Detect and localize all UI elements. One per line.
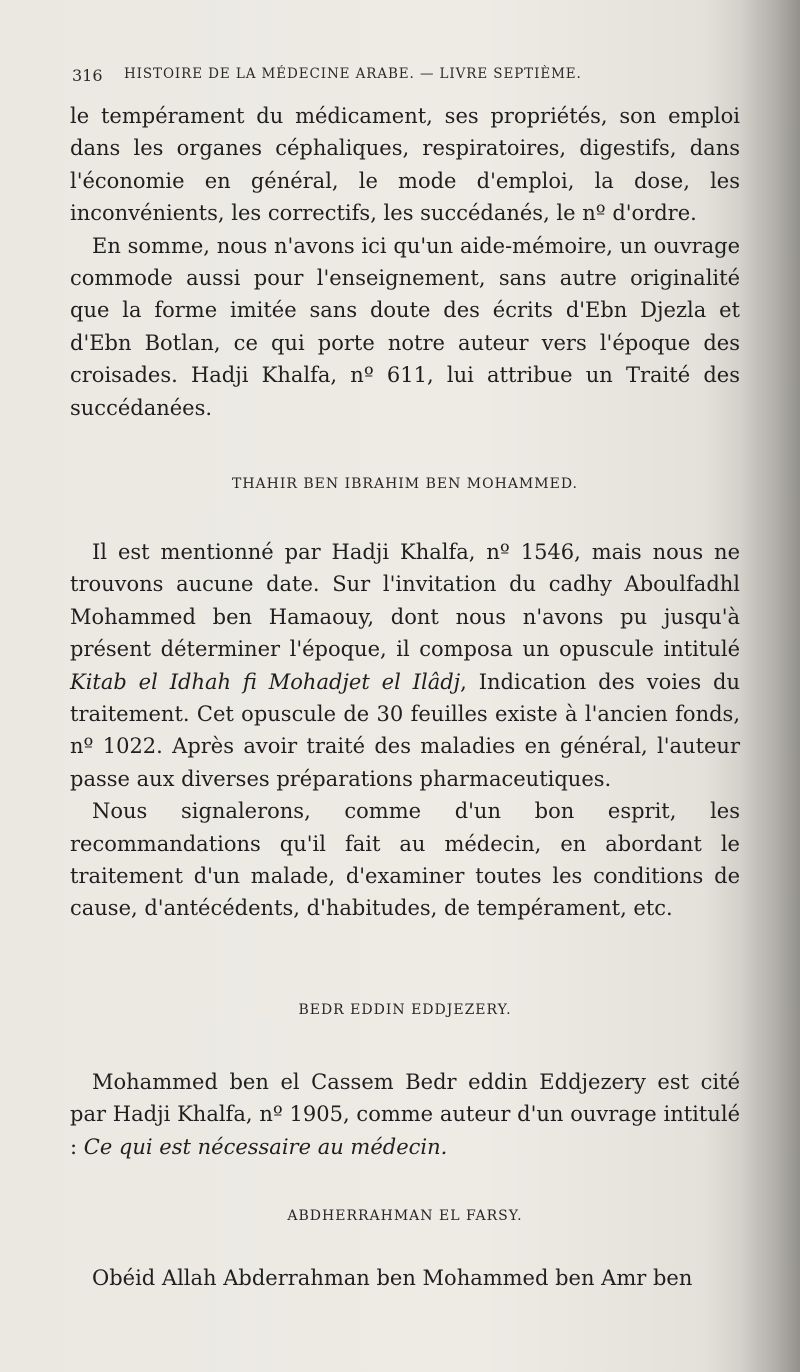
book-title: Kitab el Idhah fi Mohadjet el Ilâdj	[70, 669, 461, 694]
book-title: Ce qui est nécessaire au médecin.	[83, 1134, 448, 1159]
running-head: HISTOIRE DE LA MÉDECINE ARABE. — LIVRE SEPTIÈME.	[124, 66, 582, 82]
text-run: , Indication des voies du traitement. Cet opuscule de 30 feuilles existe à l'ancien fonds, nº 1022. Après avoir traité des maladies en général, l'auteur passe aux diverses préparations pharmaceutiques.	[70, 669, 740, 791]
paragraph-summary: En somme, nous n'avons ici qu'un aide-mémoire, un ouvrage commode aussi pour l'enseignement, sans autre originalité que la forme imitée sans doute des écrits d'Ebn Djezla et d'Ebn Botlan, ce qui porte notre auteur vers l'époque des croisades. Hadji Khalfa, nº 611, lui attribue un Traité des succédanées.	[70, 233, 740, 420]
page-number: 316	[72, 66, 103, 85]
binding-shadow	[740, 0, 800, 1372]
section-continuation	[70, 100, 740, 424]
section-abdherrahman	[70, 1262, 740, 1294]
paragraph-continuation: le tempérament du médicament, ses propriétés, son emploi dans les organes céphaliques, respiratoires, digestifs, dans l'économie en général, le mode d'emploi, la dose, les inconvénients, les correctifs, les succédanés, le nº d'ordre.	[70, 104, 740, 226]
section-heading-thahir: THAHIR BEN IBRAHIM BEN MOHAMMED.	[232, 476, 578, 492]
page-header	[72, 66, 736, 85]
section-bedr	[70, 1066, 740, 1163]
paragraph-thahir-2: Nous signalerons, comme d'un bon esprit, les recommandations qu'il fait au médecin, en abordant le traitement d'un malade, d'examiner toutes les conditions de cause, d'antécédents, d'habitudes, de tempérament, etc.	[70, 799, 740, 921]
section-thahir	[70, 536, 740, 925]
section-heading-bedr: BEDR EDDIN EDDJEZERY.	[298, 1002, 512, 1018]
text-run: Mohammed ben el Cassem Bedr eddin Eddjezery est cité par Hadji Khalfa, nº 1905, comme auteur d'un ouvrage intitulé :	[70, 1070, 740, 1159]
paragraph-thahir-1	[70, 536, 740, 795]
section-heading-abdherrahman: ABDHERRAHMAN EL FARSY.	[287, 1208, 523, 1224]
text-run: Il est mentionné par Hadji Khalfa, nº 1546, mais nous ne trouvons aucune date. Sur l'invitation du cadhy Aboulfadhl Mohammed ben Hamaouy, dont nous n'avons pu jusqu'à présent déterminer l'époque, il composa un opuscule intitulé	[70, 540, 740, 662]
paragraph-bedr	[70, 1066, 740, 1163]
paragraph-abdherrahman: Obéid Allah Abderrahman ben Mohammed ben Amr ben	[92, 1266, 693, 1290]
